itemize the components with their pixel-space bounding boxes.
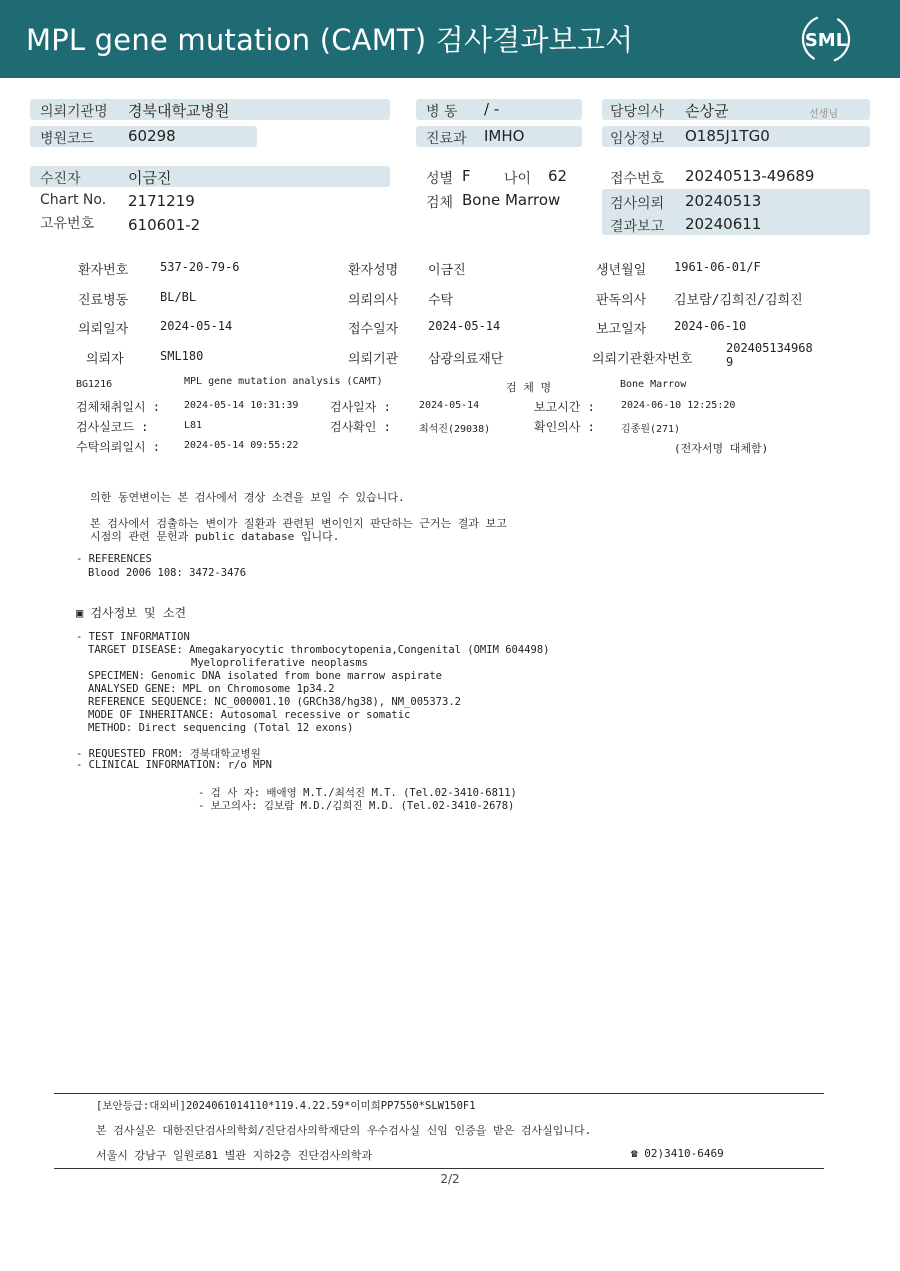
ti-6: MODE OF INHERITANCE: Autosomal recessive or somatic	[88, 709, 411, 721]
ref-1: Blood 2006 108: 3472-3476	[88, 567, 247, 579]
meta-l1-label2: 검사일자 :	[330, 400, 391, 414]
logo-text: SML	[804, 30, 848, 51]
meta-l2-label2: 검사확인 :	[330, 420, 391, 434]
grid-r3-v1: 2024-05-14	[160, 319, 233, 333]
grid-r1-v3: 1961-06-01/F	[674, 260, 761, 274]
grid-r1-l3: 생년월일	[596, 263, 647, 278]
patient-box	[30, 166, 390, 187]
request-label: 검사의뢰	[610, 196, 665, 212]
doctor-value: 손상균	[685, 102, 729, 120]
meta-l3-value1: 2024-05-14 09:55:22	[184, 440, 299, 451]
report-header	[0, 0, 900, 78]
doctor-label: 담당의사	[610, 104, 665, 120]
chart-value: 2171219	[128, 192, 195, 210]
sml-logo-icon	[800, 13, 852, 65]
phone-line: ☎ 02)3410-6469	[631, 1147, 724, 1160]
test-specimen-label: 검 체 명	[506, 381, 552, 394]
report-title: MPL gene mutation (CAMT) 검사결과보고서	[26, 23, 634, 57]
ref-head: - REFERENCES	[76, 553, 152, 565]
unique-value: 610601-2	[128, 216, 201, 234]
reporter-line: - 보고의사: 김보람 M.D./김희진 M.D. (Tel.02-3410-2678)	[198, 800, 515, 812]
report-value: 20240611	[685, 215, 762, 233]
meta-l1-label3: 보고시간 :	[534, 400, 595, 414]
ward-value: / -	[484, 100, 500, 118]
footer-bottom-rule	[54, 1168, 824, 1169]
meta-l2-label1: 검사실코드 :	[76, 420, 149, 434]
security-line: [보안등급:대외비]2024061014110*119.4.22.59*이미희PP7550*SLW150F1	[96, 1100, 476, 1112]
ti-head: - TEST INFORMATION	[76, 631, 190, 643]
ward-label: 병 동	[426, 104, 458, 120]
doctor-suffix: 선생님	[809, 109, 838, 120]
test-name: MPL gene mutation analysis (CAMT)	[184, 376, 383, 387]
ti-3: SPECIMEN: Genomic DNA isolated from bone marrow aspirate	[88, 670, 443, 682]
grid-r1-v2: 이금진	[428, 263, 466, 278]
ti-7: METHOD: Direct sequencing (Total 12 exons)	[88, 722, 354, 734]
grid-r1-v1: 537-20-79-6	[160, 260, 240, 274]
grid-r3-l2: 접수일자	[348, 322, 399, 337]
unique-label: 고유번호	[40, 216, 95, 232]
department-value: IMHO	[484, 127, 525, 145]
grid-r2-l2: 의뢰의사	[348, 293, 399, 308]
grid-r1-l2: 환자성명	[348, 263, 399, 278]
grid-r2-v2: 수탁	[428, 293, 454, 308]
patient-value: 이금진	[128, 169, 172, 187]
meta-l3-label1: 수탁의뢰일시 :	[76, 440, 161, 454]
grid-r4-l2: 의뢰기관	[348, 352, 399, 367]
grid-r4-v1: SML180	[160, 349, 204, 363]
specimen-label: 검체	[426, 195, 454, 211]
sml-logo	[800, 13, 852, 65]
grid-r3-l3: 보고일자	[596, 322, 647, 337]
receipt-label: 접수번호	[610, 171, 665, 187]
institution-label: 의뢰기관명	[40, 104, 108, 120]
body-p2a: 본 검사에서 검출하는 변이가 질환과 관련된 변이인지 판단하는 근거는 결과 보고	[90, 517, 507, 530]
grid-r4-l1: 의뢰자	[86, 352, 124, 367]
patient-label: 수진자	[40, 171, 81, 187]
ti-4: ANALYSED GENE: MPL on Chromosome 1p34.2	[88, 683, 335, 695]
clinical-info: - CLINICAL INFORMATION: r/o MPN	[76, 759, 272, 771]
meta-l2-value2: 최석진(29038)	[419, 424, 491, 435]
cert-line: 본 검사실은 대한진단검사의학회/진단검사의학재단의 우수검사실 신임 인증을 받은 검사실입니다.	[96, 1124, 592, 1137]
age-label: 나이	[504, 171, 532, 187]
grid-r2-v1: BL/BL	[160, 290, 197, 304]
test-specimen-value: Bone Marrow	[620, 379, 687, 390]
hospital-code-value: 60298	[128, 127, 176, 145]
chart-label: Chart No.	[40, 192, 107, 208]
request-value: 20240513	[685, 192, 762, 210]
grid-r3-l1: 의뢰일자	[78, 322, 129, 337]
institution-value: 경북대학교병원	[128, 102, 230, 120]
meta-l2-value1: L81	[184, 420, 203, 431]
ti-2: Myeloproliferative neoplasms	[191, 657, 369, 669]
grid-r2-l1: 진료병동	[78, 293, 129, 308]
receipt-value: 20240513-49689	[685, 167, 815, 185]
meta-l1-value2: 2024-05-14	[419, 400, 480, 411]
tester-line: - 검 사 자: 배애영 M.T./최석진 M.T. (Tel.02-3410-6811)	[198, 787, 517, 799]
meta-l2-label3: 확인의사 :	[534, 420, 595, 434]
specimen-value: Bone Marrow	[462, 191, 561, 209]
grid-r4-v3: 202405134968	[726, 341, 813, 355]
clinical-label: 임상정보	[610, 131, 665, 147]
ti-1: TARGET DISEASE: Amegakaryocytic thrombocytopenia,Congenital (OMIM 604498)	[88, 644, 550, 656]
grid-r3-v2: 2024-05-14	[428, 319, 501, 333]
signature-note: (전자서명 대체함)	[674, 442, 769, 455]
ti-5: REFERENCE SEQUENCE: NC_000001.10 (GRCh38/hg38), NM_005373.2	[88, 696, 461, 708]
meta-l1-label1: 검체채취일시 :	[76, 400, 161, 414]
meta-l2-value3: 김종원(271)	[621, 424, 681, 435]
requested-from: - REQUESTED FROM: 경북대학교병원	[76, 748, 261, 760]
address-line: 서울시 강남구 일원로81 별관 지하2층 진단검사의학과	[96, 1149, 373, 1162]
body-p1: 의한 동연변이는 본 검사에서 경상 소견을 보일 수 있습니다.	[90, 491, 405, 504]
grid-r4-v2: 삼광의료재단	[428, 352, 504, 367]
department-label: 진료과	[426, 131, 467, 147]
age-value: 62	[548, 167, 568, 185]
hospital-code-label: 병원코드	[40, 131, 95, 147]
clinical-value: O185J1TG0	[685, 127, 770, 145]
page-number: 2/2	[440, 1172, 460, 1186]
grid-r2-l3: 판독의사	[596, 293, 647, 308]
report-label: 결과보고	[610, 219, 665, 235]
grid-r4-l3: 의뢰기관환자번호	[592, 352, 693, 367]
grid-r3-v3: 2024-06-10	[674, 319, 747, 333]
footer-top-rule	[54, 1093, 824, 1094]
sex-label: 성별	[426, 171, 454, 187]
grid-r2-v3: 김보람/김희진/김희진	[674, 293, 803, 308]
grid-r1-l1: 환자번호	[78, 263, 129, 278]
meta-l1-value3: 2024-06-10 12:25:20	[621, 400, 736, 411]
meta-l1-value1: 2024-05-14 10:31:39	[184, 400, 299, 411]
test-code: BG1216	[76, 379, 113, 390]
section-title: ▣ 검사정보 및 소견	[76, 606, 187, 620]
body-p2b: 시점의 관련 문헌과 public database 입니다.	[90, 530, 340, 543]
grid-r4-v3-wrap: 9	[726, 355, 734, 369]
sex-value: F	[462, 167, 471, 185]
